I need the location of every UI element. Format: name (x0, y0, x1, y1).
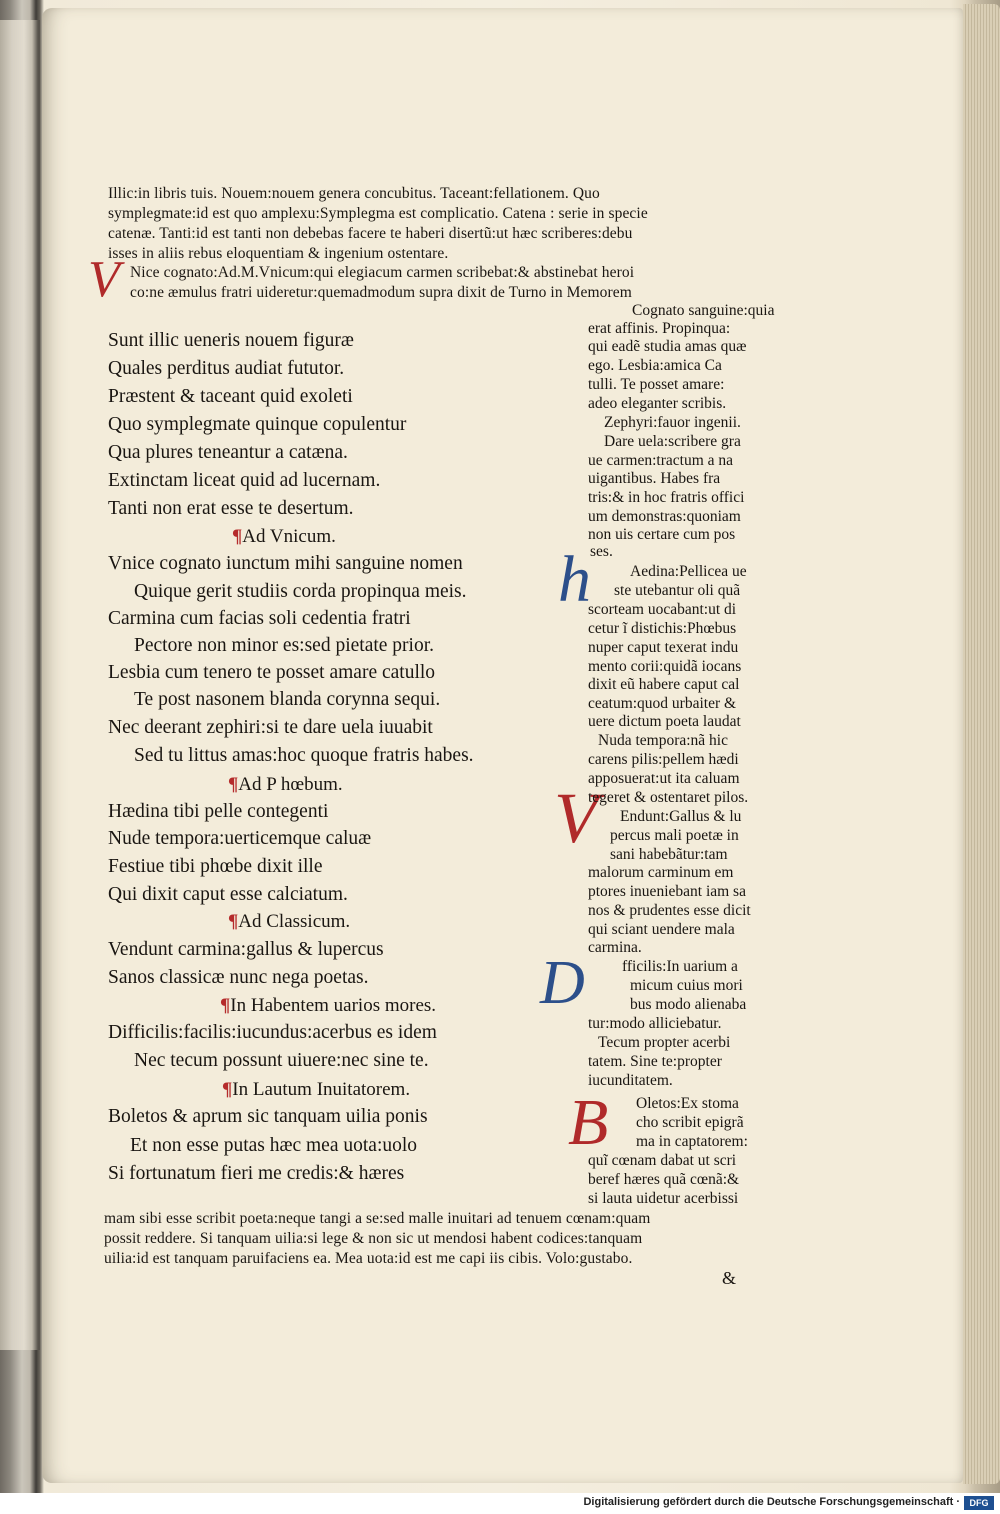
side-line: ceatum:quod urbaiter & (588, 695, 737, 712)
poem-line: Vnice cognato iunctum mihi sanguine nomen (108, 553, 463, 574)
poem-line: Carmina cum facias soli cedentia fratri (108, 608, 411, 629)
commentary-line: symplegmate:id est quo amplexu:Symplegma est complicatio. Catena : serie in specie (108, 205, 648, 222)
poem-line: Quales perditus audiat fututor. (108, 358, 345, 379)
poem-heading-text: In Lautum Inuitatorem. (232, 1079, 411, 1100)
catchword: & (722, 1268, 737, 1288)
poem-line: Quique gerit studiis corda propinqua meis. (134, 581, 467, 602)
side-line: Dare uela:scribere gra (604, 433, 741, 450)
side-line: ste utebantur oli quã (614, 582, 741, 599)
footer-bar (0, 1493, 1000, 1514)
side-line: erat affinis. Propinqua: (588, 320, 731, 337)
dfg-logo: DFG (964, 1496, 994, 1510)
side-line: cetur ĩ distichis:Phœbus (588, 620, 737, 637)
side-line: tegeret & ostentaret pilos. (588, 789, 749, 806)
poem-line: Nec deerant zephiri:si te dare uela iuuabit (108, 717, 433, 738)
side-line: tur:modo alliciebatur. (588, 1015, 722, 1032)
page-stack-edge (963, 4, 1000, 1484)
side-line: nos & prudentes esse dicit (588, 902, 751, 919)
side-line: Oletos:Ex stoma (636, 1095, 739, 1112)
commentary-line: Illic:in libris tuis. Nouem:nouem genera concubitus. Taceant:fellationem. Quo (108, 185, 600, 202)
poem-line: Sed tu littus amas:hoc quoque fratris habes. (134, 745, 474, 766)
side-line: carmina. (588, 939, 642, 956)
side-line: dixit eũ habere caput cal (588, 676, 740, 693)
poem-heading: ¶Ad Vnicum. (232, 526, 336, 547)
poem-line: Vendunt carmina:gallus & lupercus (108, 939, 384, 960)
commentary-line: co:ne æmulus fratri uideretur:quemadmodum supra dixit de Turno in Memorem (130, 284, 632, 301)
poem-heading: ¶In Habentem uarios mores. (220, 995, 437, 1016)
side-line: adeo eleganter scribis. (588, 395, 727, 412)
side-line: uere dictum poeta laudat (588, 713, 741, 730)
poem-line: Festiue tibi phœbe dixit ille (108, 856, 323, 877)
side-line: ue carmen:tractum a na (588, 452, 734, 469)
side-line: Endunt:Gallus & lu (620, 808, 742, 825)
red-initial-b: B (568, 1086, 609, 1159)
poem-line: Quo symplegmate quinque copulentur (108, 414, 407, 435)
poem-line: Boletos & aprum sic tanquam uilia ponis (108, 1106, 428, 1127)
side-line: beref hæres quã cœnã:& (588, 1171, 740, 1188)
side-line: si lauta uidetur acerbissi (588, 1190, 739, 1207)
poem-line: Pectore non minor es:sed pietate prior. (134, 635, 435, 656)
side-line: Cognato sanguine:quia (632, 302, 775, 319)
side-line: mento corii:quidã iocans (588, 658, 742, 675)
poem-heading: ¶Ad Classicum. (228, 911, 351, 932)
side-line: ptores inueniebant iam sa (588, 883, 746, 900)
poem-heading: ¶Ad P hœbum. (228, 774, 343, 795)
side-line: ego. Lesbia:amica Ca (588, 357, 722, 374)
side-line: bus modo alienaba (630, 996, 747, 1013)
poem-line: Lesbia cum tenero te posset amare catullo (108, 662, 436, 683)
commentary-line: uilia:id est tanquam paruifaciens ea. Mea uota:id est me capi iis cibis. Volo:gustabo. (104, 1250, 633, 1267)
side-line: ma in captatorem: (636, 1133, 748, 1150)
side-line: cho scribit epigrã (636, 1114, 744, 1131)
side-line: Aedina:Pellicea ue (630, 563, 747, 580)
poem-heading-text: Ad P hœbum. (238, 774, 343, 795)
commentary-line: catenæ. Tanti:id est tanti non debebas facere te haberi disertũ:ut hæc scriberes:debu (108, 225, 633, 242)
poem-line: Qui dixit caput esse calciatum. (108, 884, 348, 905)
poem-line: Nude tempora:uerticemque caluæ (108, 828, 372, 849)
poem-line: Hædina tibi pelle contegenti (108, 801, 329, 822)
red-initial-v-endunt: V (554, 778, 598, 858)
commentary-line: mam sibi esse scribit poeta:neque tangi a se:sed malle inuitari ad tenuem cœnam:quam (104, 1210, 651, 1227)
poem-line: Difficilis:facilis:iucundus:acerbus es idem (108, 1022, 437, 1043)
poem-heading-text: Ad Vnicum. (242, 526, 336, 547)
poem-line: Tanti non erat esse te desertum. (108, 498, 354, 519)
commentary-line: Nice cognato:Ad.M.Vnicum:qui elegiacum carmen scribebat:& abstinebat heroi (130, 264, 635, 281)
side-line: malorum carminum em (588, 864, 734, 881)
poem-line: Qua plures teneantur a catæna. (108, 442, 348, 463)
poem-line: Te post nasonem blanda corynna sequi. (134, 689, 441, 710)
poem-line: Sunt illic ueneris nouem figuræ (108, 330, 354, 351)
commentary-line: possit reddere. Si tanquam uilia:si lege & non sic ut mendosi habent codices:tanquam (104, 1230, 643, 1247)
side-line: non uis certare cum pos (588, 526, 736, 543)
red-initial-v-commentary: V (88, 251, 120, 308)
side-line: nuper caput texerat indu (588, 639, 739, 656)
side-line: quĩ cœnam dabat ut scri (588, 1152, 737, 1169)
footer-credit-text: Digitalisierung gefördert durch die Deutsche Forschungsgemeinschaft · (583, 1496, 960, 1508)
side-line: tatem. Sine te:propter (588, 1053, 722, 1070)
side-line: ses. (590, 543, 613, 560)
side-line: Nuda tempora:nã hic (598, 732, 728, 749)
poem-line: Sanos classicæ nunc nega poetas. (108, 967, 369, 988)
side-line: qui sciant uendere mala (588, 921, 735, 938)
blue-initial-d: D (540, 949, 585, 1017)
side-line: Tecum propter acerbi (598, 1034, 731, 1051)
poem-line: Præstent & taceant quid exoleti (108, 386, 353, 407)
blue-initial-h: h (558, 543, 591, 616)
previous-page-edge (0, 20, 40, 1350)
side-line: qui eadẽ studia amas quæ (588, 338, 747, 355)
poem-heading: ¶In Lautum Inuitatorem. (222, 1079, 411, 1100)
commentary-line: isses in aliis rebus eloquentiam & ingenium ostentare. (108, 245, 449, 262)
side-line: sani habebãtur:tam (610, 846, 728, 863)
side-line: Zephyri:fauor ingenii. (604, 414, 741, 431)
side-line: um demonstras:quoniam (588, 508, 741, 525)
poem-heading-text: In Habentem uarios mores. (230, 995, 437, 1016)
side-line: carens pilis:pellem hædi (588, 751, 739, 768)
side-line: percus mali poetæ in (610, 827, 739, 844)
poem-line: Si fortunatum fieri me credis:& hæres (108, 1163, 405, 1184)
side-line: scorteam uocabant:ut di (588, 601, 737, 618)
poem-line: Extinctam liceat quid ad lucernam. (108, 470, 381, 491)
side-line: uigantibus. Habes fra (588, 470, 721, 487)
side-line: tris:& in hoc fratris offici (588, 489, 745, 506)
side-line: iucunditatem. (588, 1072, 673, 1089)
side-line: apposuerat:ut ita caluam (588, 770, 740, 787)
side-line: fficilis:In uarium a (622, 958, 738, 975)
side-line: micum cuius mori (630, 977, 743, 994)
side-line: tulli. Te posset amare: (588, 376, 725, 393)
poem-line: Nec tecum possunt uiuere:nec sine te. (134, 1050, 429, 1071)
poem-line: Et non esse putas hæc mea uota:uolo (130, 1135, 418, 1156)
poem-heading-text: Ad Classicum. (238, 911, 351, 932)
